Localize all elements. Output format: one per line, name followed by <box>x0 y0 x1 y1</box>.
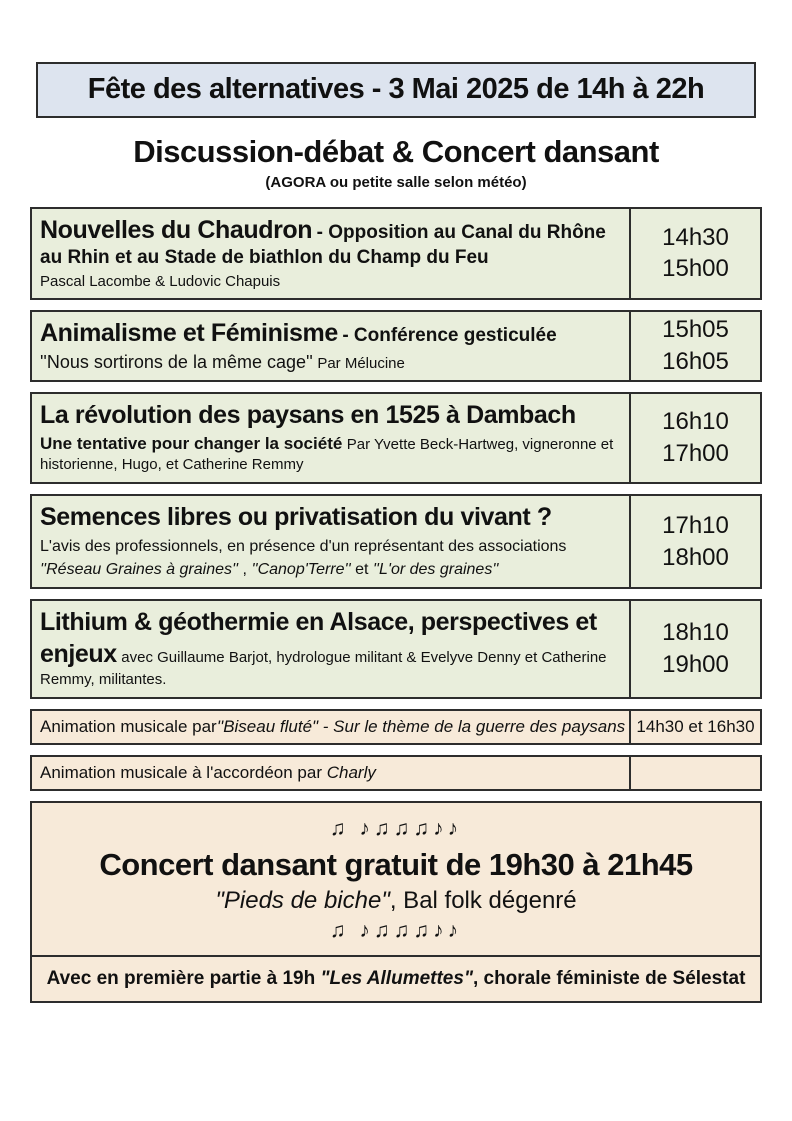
header-banner <box>36 62 756 118</box>
event-speakers: Par Mélucine <box>317 354 405 372</box>
time-start: 14h30 <box>662 223 729 251</box>
page-title: Discussion-débat & Concert dansant <box>133 134 659 169</box>
band-name: "Pieds de biche" <box>215 887 390 915</box>
animation-band: Charly <box>326 763 376 782</box>
concert-band-line <box>42 887 750 915</box>
event-description <box>32 312 629 380</box>
opening-act-suffix: , chorale féministe de Sélestat <box>472 968 746 990</box>
animation-band: ''Biseau fluté" - Sur le thème de la guerre des paysans <box>216 716 626 736</box>
association-3: ''L'or des graines'' <box>372 561 499 579</box>
animation-row-accordeon <box>30 755 762 791</box>
animation-row-biseau-flute <box>30 709 762 745</box>
program-table <box>30 207 762 791</box>
event-row-chaudron <box>30 207 762 300</box>
venue-note: (AGORA ou petite salle selon météo) <box>265 174 527 191</box>
separator: et <box>350 561 373 579</box>
event-speakers: Pascal Lacombe & Ludovic Chapuis <box>40 273 281 291</box>
event-lead: Une tentative pour changer la société <box>40 433 343 453</box>
event-description <box>32 394 629 482</box>
music-notes-icon: ♫ ♪♫♫♫♪♪ <box>329 817 463 841</box>
event-row-revolution-paysans <box>30 392 762 484</box>
band-description: , Bal folk dégenré <box>389 887 577 915</box>
event-subtitle: - Opposition au Canal du Rhône au Rhin et au Stade de biathlon du Champ du Feu <box>40 222 606 268</box>
event-title: Nouvelles du Chaudron <box>40 216 313 244</box>
association-2: ''Canop'Terre'' <box>251 561 351 579</box>
event-time <box>629 394 760 482</box>
detail-intro: L'avis des professionnels, en présence d'un représentant des associations <box>40 537 567 555</box>
time-end: 16h05 <box>662 347 729 375</box>
event-title: Semences libres ou privatisation du vivant ? <box>40 502 552 531</box>
time-start: 17h10 <box>662 511 729 539</box>
time-start: 16h10 <box>662 408 729 436</box>
event-row-animalisme <box>30 310 762 382</box>
event-title: La révolution des paysans en 1525 à Dambach <box>40 400 576 429</box>
animation-description <box>32 711 629 743</box>
opening-act-bar <box>32 955 760 1001</box>
time-start: 18h10 <box>662 619 729 647</box>
event-title: Animalisme et Féminisme <box>40 318 338 347</box>
association-1: ''Réseau Graines à graines'' <box>40 561 239 579</box>
event-speakers: avec Guillaume Barjot, hydrologue militant & Evelyve Denny et Catherine Remmy, militantes. <box>40 649 607 689</box>
event-time <box>629 209 760 298</box>
separator: , <box>238 561 252 579</box>
event-description <box>32 601 629 696</box>
event-speakers: Par Yvette Beck-Hartweg, vigneronne et historienne, Hugo, et Catherine Remmy <box>40 435 614 474</box>
music-notes-icon: ♫ ♪♫♫♫♪♪ <box>329 919 463 943</box>
event-quote: ''Nous sortirons de la même cage'' <box>40 351 313 372</box>
animation-text: Animation musicale à l'accordéon par <box>40 763 327 782</box>
event-time <box>629 312 760 380</box>
time-end: 15h00 <box>662 255 729 283</box>
time-end: 18h00 <box>662 543 729 571</box>
opening-act-band: "Les Allumettes" <box>320 968 473 990</box>
header-banner-text: Fête des alternatives - 3 Mai 2025 de 14h à 22h <box>87 73 705 105</box>
time-end: 19h00 <box>662 651 729 679</box>
event-title: Lithium & géothermie en Alsace, perspectives et enjeux <box>40 608 597 669</box>
event-detail <box>40 535 619 581</box>
animation-time <box>629 711 760 743</box>
time-text: 14h30 et 16h30 <box>636 716 755 736</box>
animation-time <box>629 757 760 789</box>
event-row-lithium <box>30 599 762 698</box>
event-time <box>629 601 760 696</box>
animation-description <box>32 757 629 789</box>
concert-announcement <box>32 803 760 955</box>
event-description <box>32 209 629 298</box>
concert-title: Concert dansant gratuit de 19h30 à 21h45 <box>99 847 693 883</box>
opening-act-text: Avec en première partie à 19h <box>46 968 321 990</box>
time-end: 17h00 <box>662 439 729 467</box>
time-start: 15h05 <box>662 316 729 344</box>
event-description <box>32 496 629 587</box>
event-time <box>629 496 760 587</box>
concert-block <box>30 801 762 1003</box>
event-row-semences <box>30 494 762 589</box>
event-subtitle: - Conférence gesticulée <box>342 324 557 346</box>
animation-text: Animation musicale par <box>40 716 217 736</box>
